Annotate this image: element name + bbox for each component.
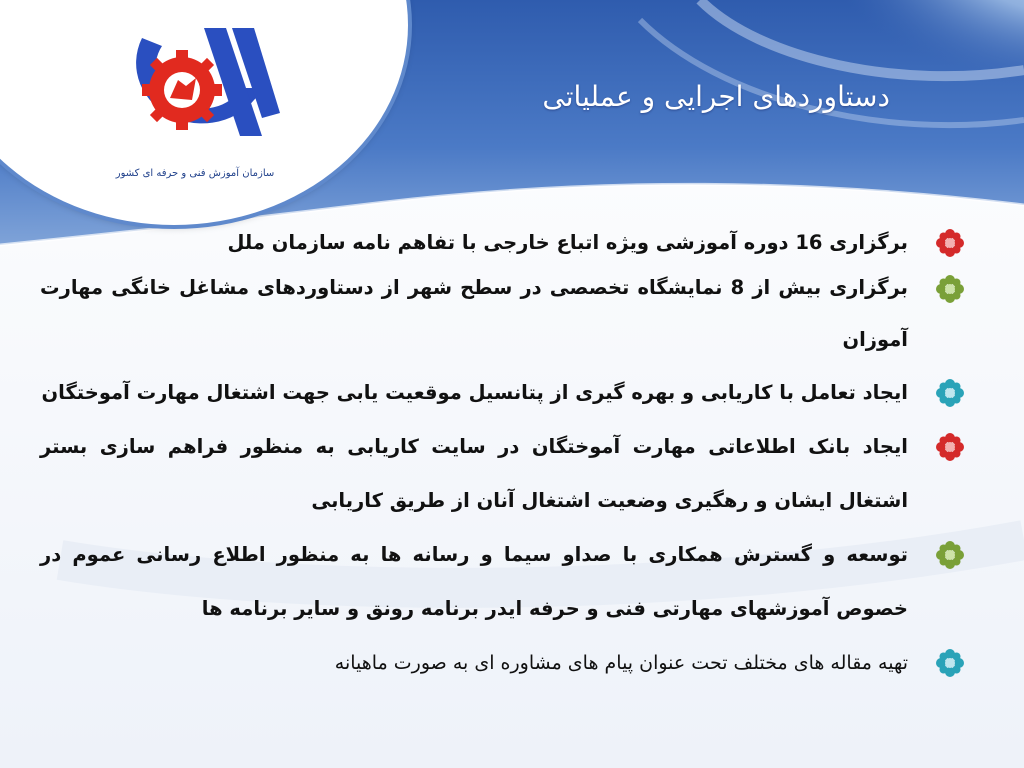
green-flower-bullet-icon [935,540,965,570]
red-flower-bullet-icon [935,432,965,462]
bullet-item: تهیه مقاله های مختلف تحت عنوان پیام های مشاوره ای به صورت ماهیانه [40,636,970,690]
bullet-item: برگزاری بیش از 8 نمایشگاه تخصصی در سطح شهر از دستاوردهای مشاغل خانگی مهارت آموزان [40,262,970,366]
bullet-item: برگزاری 16 دوره آموزشی ویژه اتباع خارجی با تفاهم نامه سازمان ملل [40,222,970,272]
bullet-list [40,222,970,690]
slide-title: دستاوردهای اجرایی و عملیاتی [542,80,890,113]
red-flower-bullet-icon [935,228,965,258]
green-flower-bullet-icon [935,274,965,304]
organization-name: سازمان آموزش فنی و حرفه ای کشور [115,168,275,179]
organization-logo-icon [112,18,282,153]
bullet-item: ایجاد بانک اطلاعاتی مهارت آموختگان در سایت کاریابی به منظور فراهم سازی بستر اشتغال ایشان و رهگیری وضعیت اشتغال آنان از طریق کاریابی [40,420,970,528]
teal-flower-bullet-icon [935,648,965,678]
bullet-item: ایجاد تعامل با کاریابی و بهره گیری از پتانسیل موقعیت یابی جهت اشتغال مهارت آموختگان [40,366,970,420]
teal-flower-bullet-icon [935,378,965,408]
bullet-item: توسعه و گسترش همکاری با صداو سیما و رسانه ها به منظور اطلاع رسانی عموم در خصوص آموزشهای مهارتی فنی و حرفه ایدر برنامه رونق و سایر برنامه ها [40,528,970,636]
